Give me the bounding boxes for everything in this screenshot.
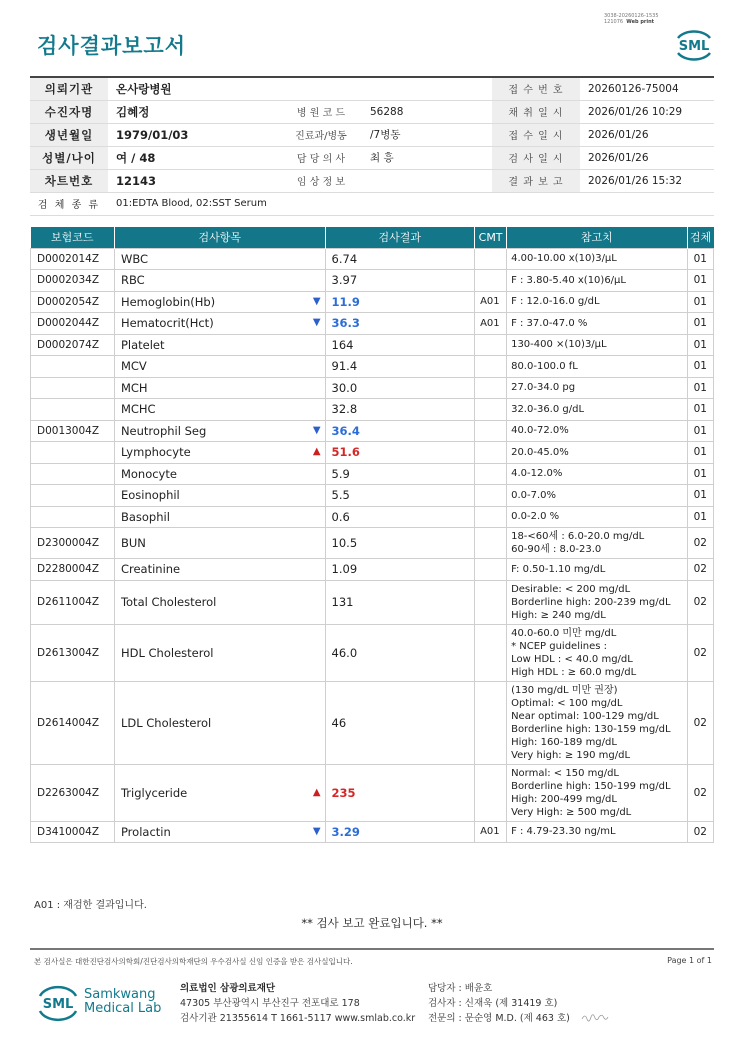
clinical-value: [362, 169, 492, 192]
row-code: [31, 377, 115, 399]
table-row: [31, 291, 714, 313]
doc-id-sub-code: 121076: [604, 19, 624, 25]
row-item: [114, 485, 325, 507]
row-item: [114, 313, 325, 335]
col-value: 검사결과: [325, 227, 475, 248]
row-cmt: [475, 764, 507, 821]
lab-name: [84, 988, 161, 1016]
row-value: 6.74: [325, 248, 475, 270]
report-header: [0, 0, 744, 76]
row-value: 0.6: [325, 506, 475, 528]
row-item-label: Hematocrit(Hct): [120, 316, 214, 331]
row-ref: [507, 463, 688, 485]
row-spec: 01: [687, 442, 713, 464]
row-value: 91.4: [325, 356, 475, 378]
row-item: [114, 580, 325, 624]
row-ref-line: 60-90세 : 8.0-23.0: [511, 544, 602, 555]
arrow-up-icon: ▲: [312, 786, 321, 798]
lab-info: [180, 981, 415, 1026]
row-ref: [507, 420, 688, 442]
row-spec: 01: [687, 420, 713, 442]
info-row: [30, 100, 714, 123]
row-ref-line: 32.0-36.0 g/dL: [511, 403, 585, 415]
row-code: D0002044Z: [31, 313, 115, 335]
row-ref: [507, 681, 688, 764]
row-ref: [507, 248, 688, 270]
row-ref-line: F : 3.80-5.40 x(10)6/μL: [511, 274, 626, 286]
web-print-label: Web print: [626, 19, 655, 25]
row-value: 5.5: [325, 485, 475, 507]
row-item: [114, 463, 325, 485]
row-ref-line: 130-400 ×(10)3/μL: [511, 339, 607, 351]
lab-name-line1: Samkwang: [84, 987, 156, 1002]
row-item: [114, 291, 325, 313]
row-item: [114, 356, 325, 378]
row-code: D3410004Z: [31, 821, 115, 843]
row-item: [114, 821, 325, 843]
row-ref-line: Borderline high: 150-199 mg/dL: [511, 780, 671, 792]
row-ref-line: * NCEP guidelines :: [511, 640, 608, 652]
col-spec: 검체: [687, 227, 713, 248]
row-ref: [507, 399, 688, 421]
row-spec: 01: [687, 463, 713, 485]
table-row: [31, 313, 714, 335]
table-row: [31, 356, 714, 378]
footer-divider: [30, 948, 714, 950]
row-ref-line: 80.0-100.0 fL: [511, 360, 578, 372]
row-ref: [507, 580, 688, 624]
page-title: 검사결과보고서: [37, 34, 187, 58]
row-ref-line: 40.0-72.0%: [511, 425, 569, 437]
results-table: [30, 227, 714, 843]
row-ref-line: F : 37.0-47.0 %: [511, 317, 588, 329]
row-ref: [507, 334, 688, 356]
manager: 담당자 : 배윤호: [428, 983, 493, 994]
row-item-label: Platelet: [120, 337, 165, 352]
row-ref-line: High: 160-189 mg/dL: [511, 736, 617, 748]
table-row: [31, 506, 714, 528]
row-ref-line: Very high: ≥ 190 mg/dL: [511, 749, 631, 761]
row-ref: [507, 356, 688, 378]
birth-value: 1979/01/03: [108, 123, 280, 146]
info-row: [30, 146, 714, 169]
row-cmt: [475, 377, 507, 399]
info-row: [30, 192, 714, 215]
table-row: [31, 334, 714, 356]
row-code: D0002074Z: [31, 334, 115, 356]
row-ref-line: 0.0-7.0%: [511, 489, 556, 501]
row-ref-line: Near optimal: 100-129 mg/dL: [511, 710, 659, 722]
row-spec: 02: [687, 580, 713, 624]
row-item-label: HDL Cholesterol: [120, 645, 214, 660]
arrow-down-icon: ▼: [312, 317, 321, 329]
row-spec: 01: [687, 399, 713, 421]
row-value: 235: [325, 764, 475, 821]
receipt-no-value: 20260126-75004: [580, 77, 714, 100]
row-ref-line: F: 0.50-1.10 mg/dL: [511, 563, 606, 575]
report-time-value: 2026/01/26 15:32: [580, 169, 714, 192]
signature-icon: [580, 1010, 610, 1024]
row-ref: [507, 506, 688, 528]
row-value: 131: [325, 580, 475, 624]
row-spec: 02: [687, 559, 713, 581]
row-cmt: [475, 681, 507, 764]
table-row: [31, 377, 714, 399]
row-cmt: A01: [475, 313, 507, 335]
row-spec: 02: [687, 681, 713, 764]
row-item-label: LDL Cholesterol: [120, 715, 212, 730]
row-code: D2614004Z: [31, 681, 115, 764]
table-row: [31, 559, 714, 581]
row-ref: [507, 291, 688, 313]
row-ref-line: Borderline high: 130-159 mg/dL: [511, 723, 671, 735]
row-ref-line: Normal: < 150 mg/dL: [511, 767, 620, 779]
row-value: 36.3: [325, 313, 475, 335]
row-value: 46: [325, 681, 475, 764]
row-item-label: RBC: [120, 273, 145, 288]
specimen-label: 검 체 종 류: [30, 192, 108, 215]
arrow-down-icon: ▼: [312, 424, 321, 436]
results-header-row: [31, 227, 714, 248]
row-cmt: [475, 528, 507, 559]
row-spec: 01: [687, 506, 713, 528]
row-value: 30.0: [325, 377, 475, 399]
row-ref: [507, 377, 688, 399]
row-value: 32.8: [325, 399, 475, 421]
sex-age-value: 여 / 48: [108, 146, 280, 169]
row-item-label: MCV: [120, 359, 147, 374]
table-row: [31, 399, 714, 421]
row-ref-line: High: 200-499 mg/dL: [511, 793, 617, 805]
row-item: [114, 399, 325, 421]
row-ref: [507, 528, 688, 559]
row-ref-line: F : 4.79-23.30 ng/mL: [511, 826, 616, 838]
certification-note: 본 검사실은 대한진단검사의학회/진단검사의학재단의 우수검사실 신임 인증을 받은 검사실입니다.: [34, 957, 353, 966]
row-item: [114, 270, 325, 292]
test-time-value: 2026/01/26: [580, 146, 714, 169]
foundation-name: 의료법인 삼광의료재단: [180, 983, 276, 994]
tester: 검사자 : 신재욱 (제 31419 호): [428, 998, 558, 1009]
row-item-label: WBC: [120, 251, 149, 266]
table-row: [31, 624, 714, 681]
table-row: [31, 580, 714, 624]
clinical-label: 임 상 정 보: [280, 169, 362, 192]
row-cmt: [475, 270, 507, 292]
row-value: 5.9: [325, 463, 475, 485]
row-item: [114, 764, 325, 821]
doc-id: [604, 13, 659, 25]
report-complete: ** 검사 보고 완료입니다. **: [301, 916, 443, 930]
row-ref-line: 4.0-12.0%: [511, 468, 563, 480]
row-item: [114, 377, 325, 399]
row-code: D0002054Z: [31, 291, 115, 313]
table-row: [31, 420, 714, 442]
row-ref-line: 0.0-2.0 %: [511, 511, 560, 523]
specimen-value: 01:EDTA Blood, 02:SST Serum: [108, 192, 714, 215]
table-row: [31, 248, 714, 270]
row-value: 3.29: [325, 821, 475, 843]
doc-id-number: 3038-20260126-1535: [604, 13, 659, 19]
row-spec: 01: [687, 334, 713, 356]
row-spec: 01: [687, 485, 713, 507]
col-code: 보험코드: [31, 227, 115, 248]
birth-label: 생년월일: [30, 123, 108, 146]
row-cmt: [475, 442, 507, 464]
table-row: [31, 463, 714, 485]
sex-age-label: 성별/나이: [30, 146, 108, 169]
receipt-time-label: 접 수 일 시: [492, 123, 580, 146]
row-ref-line: 40.0-60.0 미만 mg/dL: [511, 627, 617, 639]
hospital-label: 의뢰기관: [30, 77, 108, 100]
row-ref-line: (130 mg/dL 미만 권장): [511, 684, 618, 696]
page-number: Page 1 of 1: [667, 956, 712, 965]
table-row: [31, 821, 714, 843]
row-ref-line: 20.0-45.0%: [511, 446, 569, 458]
arrow-down-icon: ▼: [312, 295, 321, 307]
table-row: [31, 442, 714, 464]
row-ref-line: Low HDL : < 40.0 mg/dL: [511, 653, 633, 665]
row-item-label: BUN: [120, 536, 146, 550]
row-value: 11.9: [325, 291, 475, 313]
row-ref-line: F : 12.0-16.0 g/dL: [511, 296, 600, 308]
row-code: [31, 463, 115, 485]
row-ref-line: Borderline high: 200-239 mg/dL: [511, 596, 671, 608]
row-spec: 01: [687, 356, 713, 378]
hospital-code-value: 56288: [362, 100, 492, 123]
lab-name-line2: Medical Lab: [84, 1001, 162, 1016]
patient-info-table: [30, 76, 714, 216]
table-row: [31, 485, 714, 507]
samkwang-logo-icon: [36, 982, 80, 1024]
row-value: 51.6: [325, 442, 475, 464]
doctor-value: 최 흥: [362, 146, 492, 169]
row-ref: [507, 442, 688, 464]
specialist: 전문의 : 문순영 M.D. (제 463 호): [428, 1013, 570, 1024]
row-item: [114, 528, 325, 559]
samkwang-logo-text: SML: [42, 997, 74, 1012]
sample-time-value: 2026/01/26 10:29: [580, 100, 714, 123]
row-item-label: Eosinophil: [120, 488, 180, 503]
row-ref: [507, 764, 688, 821]
results-body: [31, 248, 714, 843]
row-item: [114, 420, 325, 442]
row-ref-line: Desirable: < 200 mg/dL: [511, 583, 631, 595]
row-code: [31, 399, 115, 421]
row-value: 164: [325, 334, 475, 356]
row-ref-line: 27.0-34.0 pg: [511, 382, 576, 394]
row-ref: [507, 821, 688, 843]
row-cmt: [475, 463, 507, 485]
row-value: 46.0: [325, 624, 475, 681]
row-ref-line: Optimal: < 100 mg/dL: [511, 697, 623, 709]
row-item-label: Hemoglobin(Hb): [120, 294, 216, 309]
row-spec: 01: [687, 270, 713, 292]
row-item-label: Creatinine: [120, 562, 181, 577]
row-cmt: [475, 356, 507, 378]
row-item-label: Triglyceride: [120, 785, 188, 800]
row-code: D2300004Z: [31, 528, 115, 559]
row-cmt: [475, 559, 507, 581]
receipt-no-label: 접 수 번 호: [492, 77, 580, 100]
row-item: [114, 681, 325, 764]
lab-address: 47305 부산광역시 부산진구 전포대로 178: [180, 998, 360, 1009]
row-ref: [507, 270, 688, 292]
info-row: [30, 77, 714, 100]
row-item: [114, 506, 325, 528]
hospital-code-label: 병 원 코 드: [280, 100, 362, 123]
row-ref: [507, 624, 688, 681]
row-cmt: A01: [475, 821, 507, 843]
row-item-label: Basophil: [120, 509, 170, 524]
row-code: [31, 356, 115, 378]
row-item: [114, 442, 325, 464]
row-item-label: MCHC: [120, 402, 156, 417]
row-cmt: [475, 420, 507, 442]
row-code: D2613004Z: [31, 624, 115, 681]
sml-logo-text: SML: [678, 39, 710, 54]
arrow-up-icon: ▲: [312, 446, 321, 458]
sample-time-label: 채 취 일 시: [492, 100, 580, 123]
row-cmt: [475, 506, 507, 528]
arrow-down-icon: ▼: [312, 825, 321, 837]
dept-value: /7병동: [362, 123, 492, 146]
col-ref: 참고치: [507, 227, 688, 248]
row-ref: [507, 559, 688, 581]
row-item: [114, 248, 325, 270]
row-cmt: [475, 580, 507, 624]
row-cmt: [475, 334, 507, 356]
row-ref-line: 18-<60세 : 6.0-20.0 mg/dL: [511, 531, 645, 542]
row-code: [31, 506, 115, 528]
row-ref-line: High: ≥ 240 mg/dL: [511, 609, 606, 621]
dept-label: 진료과/병동: [280, 123, 362, 146]
row-cmt: [475, 624, 507, 681]
row-code: D0002034Z: [31, 270, 115, 292]
col-cmt: CMT: [475, 227, 507, 248]
row-ref-line: 4.00-10.00 x(10)3/μL: [511, 253, 617, 265]
lab-contact: 검사기관 21355614 T 1661-5117 www.smlab.co.kr: [180, 1013, 416, 1024]
doctor-label: 담 당 의 사: [280, 146, 362, 169]
receipt-time-value: 2026/01/26: [580, 123, 714, 146]
row-cmt: [475, 248, 507, 270]
col-item: 검사항목: [114, 227, 325, 248]
row-spec: 01: [687, 291, 713, 313]
row-value: 36.4: [325, 420, 475, 442]
row-code: D2280004Z: [31, 559, 115, 581]
row-item-label: Lymphocyte: [120, 445, 191, 460]
row-ref-line: High HDL : ≥ 60.0 mg/dL: [511, 666, 637, 678]
row-cmt: [475, 399, 507, 421]
row-value: 10.5: [325, 528, 475, 559]
row-spec: 01: [687, 377, 713, 399]
name-value: 김혜정: [108, 100, 280, 123]
row-code: [31, 485, 115, 507]
table-row: [31, 528, 714, 559]
report-time-label: 결 과 보 고: [492, 169, 580, 192]
row-item-label: Neutrophil Seg: [120, 423, 207, 438]
row-value: 3.97: [325, 270, 475, 292]
row-ref-line: Very High: ≥ 500 mg/dL: [511, 806, 632, 818]
row-spec: 02: [687, 821, 713, 843]
row-spec: 02: [687, 764, 713, 821]
row-code: D2263004Z: [31, 764, 115, 821]
row-item: [114, 334, 325, 356]
row-spec: 01: [687, 248, 713, 270]
table-row: [31, 681, 714, 764]
row-cmt: A01: [475, 291, 507, 313]
row-item: [114, 624, 325, 681]
row-item-label: Total Cholesterol: [120, 595, 217, 609]
row-code: [31, 442, 115, 464]
staff-info: [428, 981, 570, 1026]
row-item-label: Monocyte: [120, 466, 177, 481]
chart-label: 차트번호: [30, 169, 108, 192]
doc-id-sub: [604, 19, 659, 25]
row-item-label: Prolactin: [120, 824, 171, 839]
row-code: D0002014Z: [31, 248, 115, 270]
row-ref: [507, 485, 688, 507]
row-cmt: [475, 485, 507, 507]
row-item: [114, 559, 325, 581]
info-row: [30, 123, 714, 146]
row-spec: 02: [687, 624, 713, 681]
table-row: [31, 764, 714, 821]
chart-value: 12143: [108, 169, 280, 192]
row-code: D2611004Z: [31, 580, 115, 624]
row-code: D0013004Z: [31, 420, 115, 442]
test-time-label: 검 사 일 시: [492, 146, 580, 169]
hospital-value: 온사랑병원: [108, 77, 492, 100]
row-spec: 02: [687, 528, 713, 559]
row-value: 1.09: [325, 559, 475, 581]
sml-logo-icon: [672, 26, 716, 64]
a01-note: A01 : 재검한 결과입니다.: [34, 900, 147, 911]
name-label: 수진자명: [30, 100, 108, 123]
row-item-label: MCH: [120, 380, 148, 395]
table-row: [31, 270, 714, 292]
row-ref: [507, 313, 688, 335]
row-spec: 01: [687, 313, 713, 335]
info-row: [30, 169, 714, 192]
